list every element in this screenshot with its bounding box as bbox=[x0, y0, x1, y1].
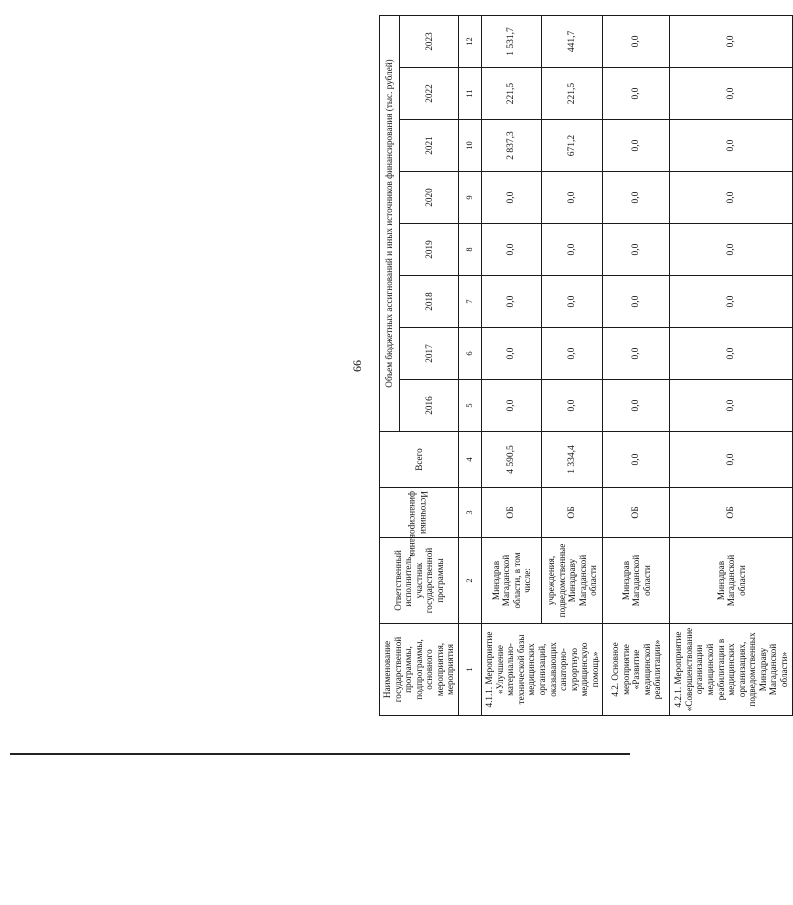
row-name: 4.1.1. Мероприятие «Улучшение материально-технической базы медицинских организаций, оказывающих санаторно-курортную медицинскую помощь» bbox=[482, 624, 603, 716]
table-row bbox=[542, 15, 603, 715]
row-value: 0,0 bbox=[670, 15, 793, 67]
header-total: Всего bbox=[380, 432, 459, 488]
row-value: 0,0 bbox=[670, 380, 793, 432]
row-value: 0,0 bbox=[542, 224, 603, 276]
row-value: 0,0 bbox=[670, 172, 793, 224]
row-value: 0,0 bbox=[482, 380, 542, 432]
header-name: Наименование государственной программы, подпрограммы, основного мероприятия, мероприятия bbox=[380, 624, 459, 716]
row-value: 0,0 bbox=[542, 172, 603, 224]
row-value: 0,0 bbox=[482, 328, 542, 380]
row-value: 221,5 bbox=[542, 68, 603, 120]
row-executor: Минздрав Магаданской области bbox=[603, 538, 670, 624]
budget-table bbox=[379, 15, 793, 716]
table-row bbox=[670, 15, 793, 715]
row-total: 4 590,5 bbox=[482, 432, 542, 488]
bottom-rule bbox=[10, 753, 630, 755]
row-value: 0,0 bbox=[542, 328, 603, 380]
row-total: 0,0 bbox=[670, 432, 793, 488]
row-total: 0,0 bbox=[603, 432, 670, 488]
row-source: ОБ bbox=[670, 488, 793, 538]
row-value: 0,0 bbox=[670, 224, 793, 276]
row-value: 0,0 bbox=[482, 224, 542, 276]
index-cell: 4 bbox=[459, 432, 482, 488]
row-value: 0,0 bbox=[603, 15, 670, 67]
row-executor: учреждения, подведомственные Минздраву Магаданской области bbox=[542, 538, 603, 624]
budget-table-wrap bbox=[379, 15, 793, 716]
index-cell: 3 bbox=[459, 488, 482, 538]
row-value: 0,0 bbox=[670, 120, 793, 172]
index-cell: 8 bbox=[459, 224, 482, 276]
rotated-page-content bbox=[98, 16, 789, 716]
row-value: 2 837,3 bbox=[482, 120, 542, 172]
row-value: 221,5 bbox=[482, 68, 542, 120]
row-value: 671,2 bbox=[542, 120, 603, 172]
index-cell: 12 bbox=[459, 15, 482, 67]
row-executor: Минздрав Магаданской области bbox=[670, 538, 793, 624]
header-year: 2020 bbox=[400, 172, 459, 224]
row-source: ОБ bbox=[482, 488, 542, 538]
table-row bbox=[603, 15, 670, 715]
row-value: 0,0 bbox=[670, 276, 793, 328]
header-group: Объем бюджетных ассигнований и иных источников финансирования (тыс. рублей) bbox=[380, 15, 400, 431]
page-number: 66 bbox=[350, 360, 364, 372]
row-value: 0,0 bbox=[603, 224, 670, 276]
row-value: 0,0 bbox=[603, 120, 670, 172]
header-row-1 bbox=[380, 15, 400, 715]
row-name: 4.2. Основное мероприятие «Развитие медицинской реабилитации» bbox=[603, 624, 670, 716]
row-value: 0,0 bbox=[603, 380, 670, 432]
row-value: 0,0 bbox=[542, 276, 603, 328]
header-year: 2022 bbox=[400, 68, 459, 120]
row-value: 0,0 bbox=[482, 172, 542, 224]
header-year: 2016 bbox=[400, 380, 459, 432]
row-value: 0,0 bbox=[603, 68, 670, 120]
row-total: 1 334,4 bbox=[542, 432, 603, 488]
row-source: ОБ bbox=[603, 488, 670, 538]
index-cell: 7 bbox=[459, 276, 482, 328]
row-value: 0,0 bbox=[603, 172, 670, 224]
index-cell: 6 bbox=[459, 328, 482, 380]
index-row bbox=[459, 15, 482, 715]
header-year: 2017 bbox=[400, 328, 459, 380]
row-value: 0,0 bbox=[670, 68, 793, 120]
header-year: 2018 bbox=[400, 276, 459, 328]
table-row bbox=[482, 15, 542, 715]
header-source: Источники финансирования bbox=[380, 488, 459, 538]
index-cell: 11 bbox=[459, 68, 482, 120]
row-value: 0,0 bbox=[603, 328, 670, 380]
header-executor: Ответственный исполнитель, участник государственной программы bbox=[380, 538, 459, 624]
row-value: 0,0 bbox=[670, 328, 793, 380]
row-value: 0,0 bbox=[482, 276, 542, 328]
index-cell: 9 bbox=[459, 172, 482, 224]
row-value: 0,0 bbox=[603, 276, 670, 328]
index-cell: 1 bbox=[459, 624, 482, 716]
header-year: 2019 bbox=[400, 224, 459, 276]
row-value: 0,0 bbox=[542, 380, 603, 432]
row-source: ОБ bbox=[542, 488, 603, 538]
row-value: 441,7 bbox=[542, 15, 603, 67]
row-value: 1 531,7 bbox=[482, 15, 542, 67]
row-name: 4.2.1. Мероприятие «Совершенствование организации медицинской реабилитации в медицинских организациях, подведомственных Минздраву Магаданской области» bbox=[670, 624, 793, 716]
header-year: 2023 bbox=[400, 15, 459, 67]
header-year: 2021 bbox=[400, 120, 459, 172]
index-cell: 5 bbox=[459, 380, 482, 432]
row-executor: Минздрав Магаданской области, в том числе: bbox=[482, 538, 542, 624]
index-cell: 2 bbox=[459, 538, 482, 624]
index-cell: 10 bbox=[459, 120, 482, 172]
